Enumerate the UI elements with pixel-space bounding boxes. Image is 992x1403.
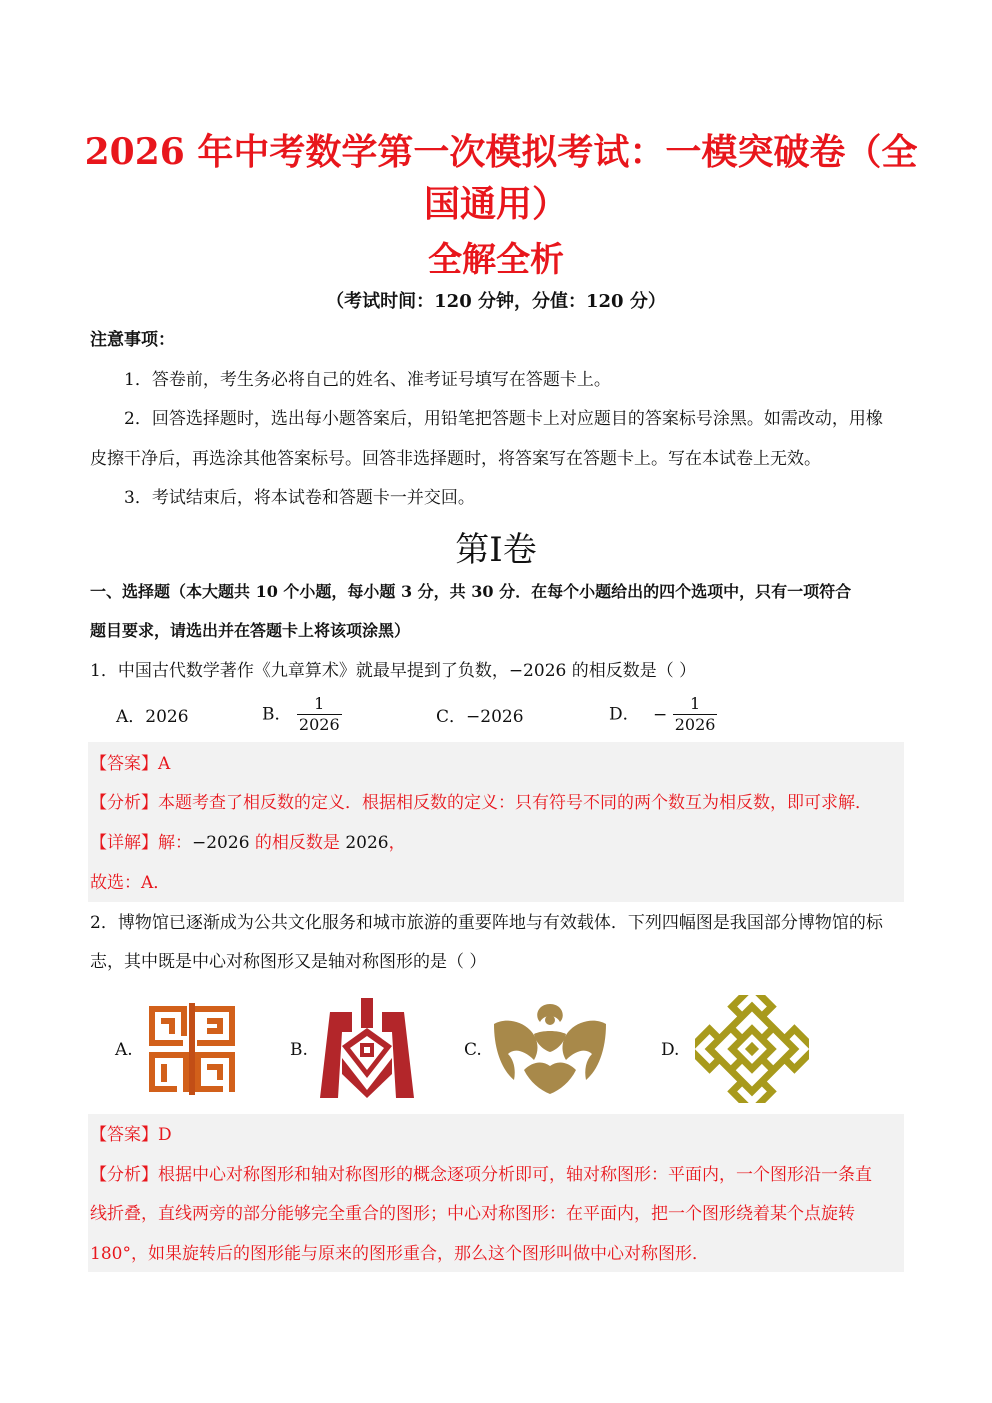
museum-logo-a-icon [146, 1003, 238, 1095]
page-subtitle: 全解全析 [428, 240, 564, 280]
q2-stem-line2: 志，其中既是中心对称图形又是轴对称图形的是（ ） [90, 952, 487, 972]
q1-stem: 1．中国古代数学著作《九章算术》就最早提到了负数，−2026 的相反数是（ ） [90, 661, 697, 681]
q1-option-b-fraction [297, 694, 342, 735]
answer-tag: 【答案】 [90, 754, 158, 774]
fraction-denominator: 2026 [674, 715, 716, 734]
notice-heading: 注意事项： [90, 330, 175, 350]
page-title-line2: 国通用） [423, 183, 568, 225]
detail-math: 2026 [345, 833, 389, 853]
q2-analysis-line1 [90, 1163, 872, 1187]
q1-answer [90, 752, 170, 776]
analysis-tag: 【分析】 [90, 793, 158, 813]
volume-heading: 第I卷 [455, 530, 537, 570]
q1-answer-box [88, 742, 904, 902]
q1-option-c: C．−2026 [436, 707, 524, 727]
analysis-text: 本题考查了相反数的定义．根据相反数的定义：只有符号不同的两个数互为相反数，即可求解． [158, 793, 872, 813]
museum-logo-d-icon [695, 995, 809, 1103]
q2-stem-line1: 2．博物馆已逐渐成为公共文化服务和城市旅游的重要阵地与有效载体．下列四幅图是我国部分博物馆的标 [90, 913, 883, 933]
q1-option-b-label: B． [262, 704, 292, 725]
answer-tag: 【答案】 [90, 1125, 158, 1145]
q1-option-b [262, 694, 342, 735]
q2-analysis-line2: 线折叠，直线两旁的部分能够完全重合的图形；中心对称图形：在平面内，把一个图形绕着某个点旋转 [90, 1204, 855, 1224]
q2-option-b: B. [290, 1040, 308, 1060]
q1-conclusion: 故选：A． [90, 873, 171, 893]
fraction-denominator: 2026 [298, 715, 340, 734]
q2-option-a: A. [115, 1040, 133, 1060]
q1-analysis [90, 791, 872, 815]
fraction-numerator: 1 [673, 694, 718, 715]
q1-option-d [609, 694, 717, 735]
notice-item-1: 1．答卷前，考生务必将自己的姓名、准考证号填写在答题卡上。 [124, 370, 611, 390]
fraction-numerator: 1 [297, 694, 342, 715]
exam-info: （考试时间：120 分钟，分值：120 分） [326, 291, 666, 312]
q1-option-d-sign: − [653, 704, 668, 725]
section-heading-line1: 一、选择题（本大题共 10 个小题，每小题 3 分，共 30 分．在每个小题给出的四个选项中，只有一项符合 [90, 582, 852, 601]
q1-option-d-label: D． [609, 704, 640, 725]
q2-analysis-line3: 180°，如果旋转后的图形能与原来的图形重合，那么这个图形叫做中心对称图形． [90, 1244, 709, 1264]
museum-logo-c-icon [494, 1000, 606, 1094]
q2-option-c: C. [464, 1040, 482, 1060]
answer-value: A [158, 754, 171, 774]
analysis-text: 根据中心对称图形和轴对称图形的概念逐项分析即可，轴对称图形：平面内，一个图形沿一条直 [158, 1165, 872, 1185]
answer-value: D [158, 1125, 172, 1145]
notice-item-2-line2: 皮擦干净后，再选涂其他答案标号。回答非选择题时，将答案写在答题卡上。写在本试卷上无效。 [90, 449, 821, 469]
q1-detail [90, 831, 406, 855]
q2-answer [90, 1123, 172, 1147]
detail-math: −2026 [192, 833, 250, 853]
museum-logo-b-icon [320, 998, 414, 1098]
detail-tag: 【详解】 [90, 833, 158, 853]
analysis-tag: 【分析】 [90, 1165, 158, 1185]
section-heading-line2: 题目要求，请选出并在答题卡上将该项涂黑） [90, 621, 411, 640]
q1-option-d-fraction [673, 694, 718, 735]
q2-option-d: D. [661, 1040, 680, 1060]
notice-item-3: 3．考试结束后，将本试卷和答题卡一并交回。 [124, 488, 475, 508]
detail-text: ， [388, 833, 406, 853]
q1-option-a: A．2026 [116, 707, 189, 727]
notice-item-2-line1: 2．回答选择题时，选出每小题答案后，用铅笔把答题卡上对应题目的答案标号涂黑。如需改动，用橡 [124, 409, 883, 429]
detail-text: 解： [158, 833, 192, 853]
page-title-line1: 2026 年中考数学第一次模拟考试：一模突破卷（全 [84, 131, 918, 173]
detail-text: 的相反数是 [249, 833, 346, 853]
